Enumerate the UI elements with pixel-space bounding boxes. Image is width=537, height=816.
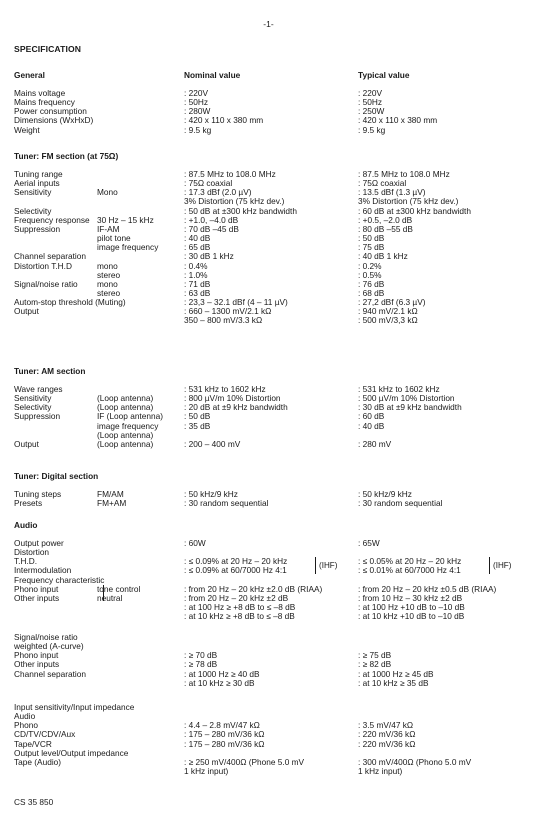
ihf-bracket-typical [489, 557, 490, 573]
spec-row [0, 439, 537, 449]
nominal-value: : 30 dB 1 kHz [184, 251, 234, 262]
nominal-value: : 60W [184, 538, 206, 548]
spec-label: Intermodulation [14, 565, 72, 576]
nominal-value: : 63 dB [184, 287, 211, 298]
spec-row [0, 766, 537, 776]
spec-label: Suppression [14, 411, 61, 422]
typical-value: : ≤ 0.05% at 20 Hz – 20 kHz [358, 556, 462, 567]
typical-value: : from 10 Hz – 30 kHz ±2 dB [358, 592, 463, 603]
typical-value: : 9.5 kg [358, 124, 386, 135]
typical-value: : 80 dB –55 dB [358, 223, 413, 234]
typical-value: : 76 dB [358, 278, 385, 289]
typical-value: : 87.5 MHz to 108.0 MHz [358, 169, 450, 179]
spec-label: Sensitivity [14, 393, 52, 404]
typical-value: : 65W [358, 538, 380, 548]
spec-sublabel: (Loop antenna) [97, 393, 154, 404]
spec-label: Wave ranges [14, 384, 63, 394]
typical-value: : 420 x 110 x 380 mm [358, 115, 438, 126]
typical-value: : 27,2 dBf (6.3 µV) [358, 297, 426, 308]
ihf-bracket-nominal [315, 557, 316, 573]
spec-sublabel: 30 Hz – 15 kHz [97, 214, 154, 225]
nominal-value: : ≥ 250 mV/400Ω (Phone 5.0 mV [184, 756, 305, 767]
nominal-value: : from 20 Hz – 20 kHz ±2.0 dB (RIAA) [184, 583, 323, 594]
nominal-value: : 35 dB [184, 420, 211, 431]
spec-row [0, 611, 537, 621]
spec-row [0, 315, 537, 325]
typical-value: : 220V [358, 88, 382, 98]
tone-control-brace [103, 585, 104, 601]
nominal-value: : 660 – 1300 mV/2.1 kΩ [184, 306, 272, 317]
spec-label: Input sensitivity/Input impedance [14, 702, 135, 712]
nominal-value: : 50 dB [184, 411, 211, 422]
nominal-value: 1 kHz input) [184, 766, 229, 777]
spec-label: Signal/noise ratio [14, 278, 78, 289]
section-heading: General [14, 70, 45, 80]
typical-value: : 50Hz [358, 97, 382, 108]
column-header-nominal: Nominal value [184, 70, 241, 80]
nominal-value: : 0.4% [184, 260, 208, 271]
nominal-value: : from 20 Hz – 20 kHz ±2 dB [184, 592, 289, 603]
spec-row [0, 678, 537, 688]
nominal-value: : 30 random sequential [184, 498, 269, 509]
typical-value: : +0.5, –2.0 dB [358, 214, 413, 225]
typical-value: : 30 random sequential [358, 498, 443, 509]
spec-row [0, 125, 537, 135]
typical-value: : 75 dB [358, 242, 385, 253]
spec-sublabel: mono [97, 278, 118, 289]
typical-value: : at 100 Hz +10 dB to –10 dB [358, 602, 465, 613]
spec-sublabel: image frequency [97, 420, 159, 431]
typical-value: : 500 mV/3,3 kΩ [358, 315, 418, 326]
spec-sublabel: (Loop antenna) [97, 438, 154, 449]
spec-sublabel: neutral [97, 592, 123, 603]
typical-value: : ≥ 75 dB [358, 650, 392, 661]
spec-sublabel: IF-AM [97, 223, 120, 234]
nominal-value: : 531 kHz to 1602 kHz [184, 384, 266, 394]
typical-value: : 68 dB [358, 287, 385, 298]
spec-sublabel: IF (Loop antenna) [97, 411, 163, 422]
spec-label: CD/TV/CDV/Aux [14, 729, 76, 740]
nominal-value: : 4.4 – 2.8 mV/47 kΩ [184, 720, 260, 731]
ihf-label-nominal: (IHF) [319, 560, 338, 570]
spec-label: Weight [14, 124, 40, 135]
nominal-value: : 40 dB [184, 233, 211, 244]
typical-value: : 300 mV/400Ω (Phono 5.0 mV [358, 756, 472, 767]
document-code: CS 35 850 [14, 797, 54, 807]
nominal-value: : 1.0% [184, 269, 208, 280]
nominal-value: : 9.5 kg [184, 124, 212, 135]
spec-label: Tuning range [14, 169, 63, 179]
spec-label: Dimensions (WxHxD) [14, 115, 94, 126]
typical-value: : 50 dB [358, 233, 385, 244]
nominal-value: : 50 kHz/9 kHz [184, 489, 238, 499]
typical-value: : 940 mV/2.1 kΩ [358, 306, 418, 317]
typical-value: : 40 dB 1 kHz [358, 251, 408, 262]
typical-value: : from 20 Hz – 20 kHz ±0.5 dB (RIAA) [358, 583, 497, 594]
nominal-value: : 23,3 – 32.1 dBf (4 – 11 µV) [184, 297, 288, 308]
spec-label: Sensitivity [14, 187, 52, 198]
nominal-value: : 75Ω coaxial [184, 178, 233, 189]
spec-label: Signal/noise ratio [14, 632, 78, 642]
typical-value: : at 10 kHz ≥ 35 dB [358, 677, 429, 688]
typical-value: : 50 kHz/9 kHz [358, 489, 412, 499]
spec-label: Autom-stop threshold (Muting) [14, 297, 126, 308]
spec-label: Channel separation [14, 251, 86, 262]
spec-label: Power consumption [14, 106, 87, 117]
spec-label: T.H.D. [14, 556, 38, 567]
nominal-value: : 220V [184, 88, 208, 98]
nominal-value: : at 10 kHz ≥ +8 dB to ≤ –8 dB [184, 611, 295, 622]
spec-label: Distortion T.H.D [14, 260, 72, 271]
nominal-value: : 70 dB –45 dB [184, 223, 239, 234]
typical-value: : 250W [358, 106, 385, 117]
spec-sublabel: Mono [97, 187, 118, 198]
typical-value: : 0.2% [358, 260, 382, 271]
typical-value: : at 1000 Hz ≥ 45 dB [358, 668, 434, 679]
spec-label: Tuning steps [14, 489, 62, 499]
ihf-label-typical: (IHF) [493, 560, 512, 570]
nominal-value: : 50 dB at ±300 kHz bandwidth [184, 205, 297, 216]
spec-sublabel: pilot tone [97, 233, 131, 244]
typical-value: : 60 dB at ±300 kHz bandwidth [358, 205, 471, 216]
nominal-value: : at 10 kHz ≥ 30 dB [184, 677, 255, 688]
spec-row [0, 498, 537, 508]
nominal-value: : 71 dB [184, 278, 211, 289]
spec-label: Aerial inputs [14, 178, 60, 189]
nominal-value: : 420 x 110 x 380 mm [184, 115, 264, 126]
spec-label: Presets [14, 498, 43, 509]
typical-value: 1 kHz input) [358, 766, 403, 777]
spec-sublabel: mono [97, 260, 118, 271]
nominal-value: : at 1000 Hz ≥ 40 dB [184, 668, 260, 679]
spec-label: Tape/VCR [14, 738, 52, 749]
nominal-value: : 800 µV/m 10% Distortion [184, 393, 281, 404]
nominal-value: : ≥ 78 dB [184, 659, 218, 670]
spec-label: Mains frequency [14, 97, 75, 108]
typical-value: : 220 mV/36 kΩ [358, 738, 416, 749]
column-header-typical: Typical value [358, 70, 410, 80]
spec-label: Selectivity [14, 402, 52, 413]
spec-label: Output [14, 306, 39, 317]
typical-value: : 280 mV [358, 438, 392, 449]
spec-label: Channel separation [14, 668, 86, 679]
spec-label: Other inputs [14, 659, 60, 670]
spec-sublabel: (Loop antenna) [97, 402, 154, 413]
spec-label: Audio [14, 711, 36, 722]
spec-sublabel: FM+AM [97, 498, 127, 509]
nominal-value: : ≤ 0.09% at 20 Hz – 20 kHz [184, 556, 288, 567]
spec-sublabel: stereo [97, 287, 121, 298]
nominal-value: 3% Distortion (75 kHz dev.) [184, 196, 285, 207]
section-heading: Tuner: Digital section [14, 471, 99, 481]
nominal-value: : +1.0, –4.0 dB [184, 214, 239, 225]
section-heading: Audio [14, 520, 38, 530]
nominal-value: 350 – 800 mV/3.3 kΩ [184, 315, 263, 326]
typical-value: : ≤ 0.01% at 60/7000 Hz 4:1 [358, 565, 461, 576]
spec-sublabel: stereo [97, 269, 121, 280]
spec-label: Other inputs [14, 592, 60, 603]
typical-value: : at 10 kHz +10 dB to –10 dB [358, 611, 465, 622]
nominal-value: : at 100 Hz ≥ +8 dB to ≤ –8 dB [184, 602, 296, 613]
nominal-value: : 200 – 400 mV [184, 438, 241, 449]
typical-value: : 13.5 dBf (1.3 µV) [358, 187, 426, 198]
spec-label: Phono input [14, 583, 59, 594]
typical-value: : 60 dB [358, 411, 385, 422]
nominal-value: : 65 dB [184, 242, 211, 253]
typical-value: : 3.5 mV/47 kΩ [358, 720, 414, 731]
spec-label: weighted (A-curve) [14, 641, 84, 652]
page-number: -1- [263, 19, 274, 29]
nominal-value: : 175 – 280 mV/36 kΩ [184, 729, 265, 740]
spec-label: Suppression [14, 223, 61, 234]
typical-value: : 75Ω coaxial [358, 178, 407, 189]
nominal-value: : 17.3 dBf (2.0 µV) [184, 187, 252, 198]
spec-label: Phono [14, 720, 38, 731]
nominal-value: : ≤ 0.09% at 60/7000 Hz 4:1 [184, 565, 287, 576]
spec-sublabel: tone control [97, 583, 141, 594]
nominal-value: : ≥ 70 dB [184, 650, 218, 661]
nominal-value: : 87.5 MHz to 108.0 MHz [184, 169, 276, 179]
typical-value: : 0.5% [358, 269, 382, 280]
spec-label: Mains voltage [14, 88, 66, 98]
nominal-value: : 50Hz [184, 97, 208, 108]
typical-value: : 220 mV/36 kΩ [358, 729, 416, 740]
spec-label: Frequency response [14, 214, 90, 225]
typical-value: : ≥ 82 dB [358, 659, 392, 670]
typical-value: : 500 µV/m 10% Distortion [358, 393, 455, 404]
spec-label: Output [14, 438, 39, 449]
spec-sublabel: image frequency [97, 242, 159, 253]
section-heading: Tuner: FM section (at 75Ω) [14, 151, 119, 161]
spec-label: Frequency characteristic [14, 574, 105, 585]
spec-label: Output level/Output impedance [14, 747, 129, 758]
typical-value: 3% Distortion (75 kHz dev.) [358, 196, 459, 207]
section-heading: Tuner: AM section [14, 366, 86, 376]
typical-value: : 40 dB [358, 420, 385, 431]
nominal-value: : 20 dB at ±9 kHz bandwidth [184, 402, 288, 413]
spec-label: Tape (Audio) [14, 756, 62, 767]
spec-sublabel: FM/AM [97, 489, 124, 499]
page-title: SPECIFICATION [14, 44, 82, 54]
typical-value: : 531 kHz to 1602 kHz [358, 384, 440, 394]
spec-sublabel: (Loop antenna) [97, 429, 154, 440]
spec-label: Selectivity [14, 205, 52, 216]
spec-label: Phono input [14, 650, 59, 661]
spec-label: Output power [14, 538, 64, 548]
nominal-value: : 175 – 280 mV/36 kΩ [184, 738, 265, 749]
spec-label: Distortion [14, 547, 50, 558]
typical-value: : 30 dB at ±9 kHz bandwidth [358, 402, 462, 413]
nominal-value: : 280W [184, 106, 211, 117]
